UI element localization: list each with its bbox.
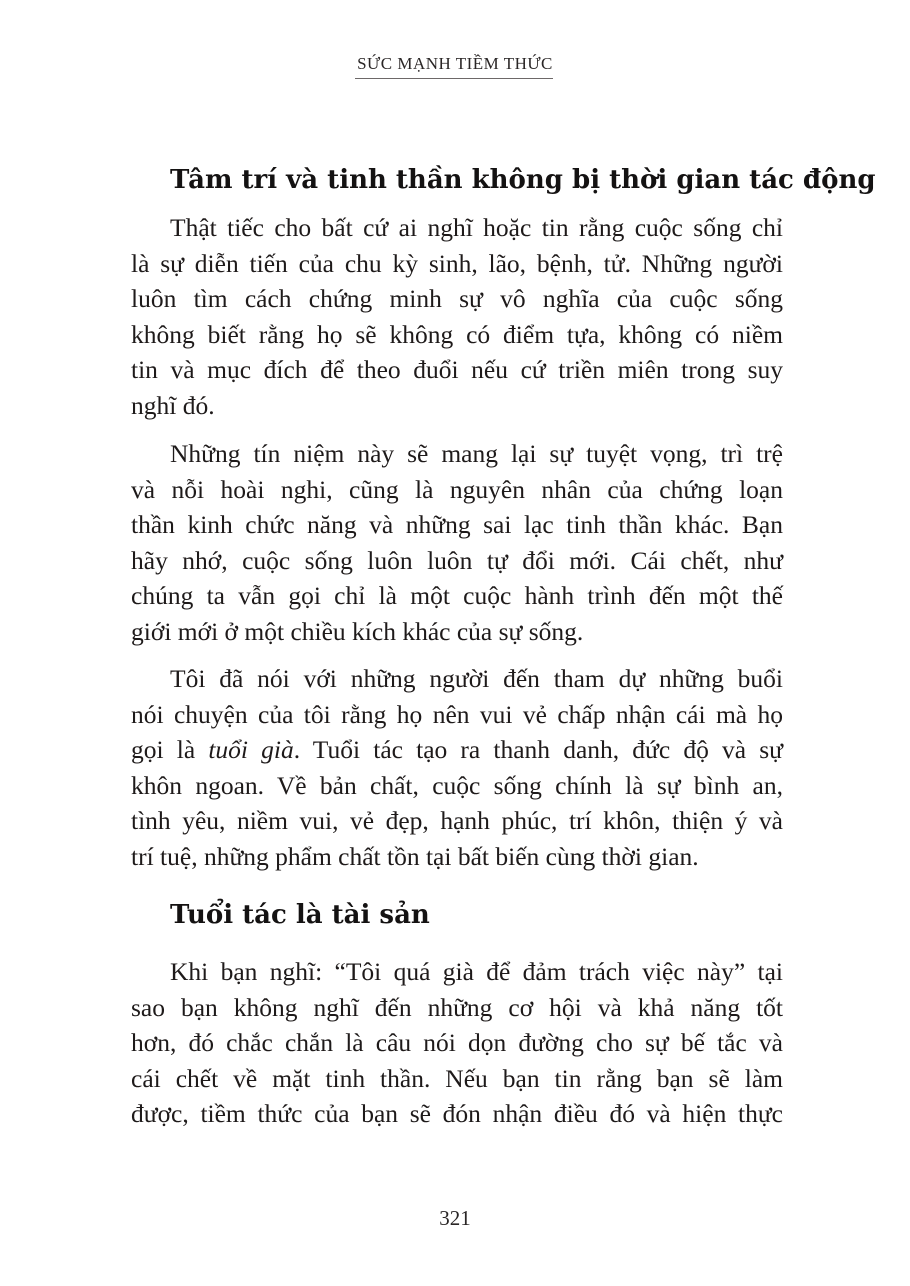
text-line: tình yêu, niềm vui, vẻ đẹp, hạnh phúc, trí khôn, thiện ý và [131, 806, 783, 836]
text-line: hãy nhớ, cuộc sống luôn luôn tự đổi mới. Cái chết, như [131, 545, 783, 575]
text-line: nói chuyện của tôi rằng họ nên vui vẻ chấp nhận cái mà họ [131, 699, 783, 729]
text-line: Tôi đã nói với những người đến tham dự những buổi [170, 664, 783, 693]
text-segment: gọi là [131, 735, 209, 765]
text-line: tin và mục đích để theo đuổi nếu cứ triền miên trong suy [131, 355, 783, 385]
text-line: không biết rằng họ sẽ không có điểm tựa, không có niềm [131, 319, 783, 349]
text-line: giới mới ở một chiều kích khác của sự sống. [131, 616, 584, 646]
text-line [131, 732, 783, 768]
paragraph [131, 661, 783, 875]
text-line: hơn, đó chắc chắn là câu nói dọn đường cho sự bế tắc và [131, 1028, 783, 1058]
paragraph [131, 954, 783, 1132]
text-line: Thật tiếc cho bất cứ ai nghĩ hoặc tin rằng cuộc sống chỉ [170, 213, 783, 242]
section-heading: Tâm trí và tinh thần không bị thời gian tác động [170, 165, 876, 195]
text-line: Khi bạn nghĩ: “Tôi quá già để đảm trách việc này” tại [170, 957, 783, 986]
text-line: Những tín niệm này sẽ mang lại sự tuyệt vọng, trì trệ [170, 439, 783, 468]
text-line: trí tuệ, những phẩm chất tồn tại bất biến cùng thời gian. [131, 841, 699, 871]
text-line: và nỗi hoài nghi, cũng là nguyên nhân của chứng loạn [131, 474, 783, 504]
paragraph [131, 210, 783, 424]
text-line: cái chết về mặt tinh thần. Nếu bạn tin rằng bạn sẽ làm [131, 1063, 783, 1093]
text-line: thần kinh chức năng và những sai lạc tinh thần khác. Bạn [131, 510, 783, 540]
paragraph [131, 436, 783, 650]
text-line: nghĩ đó. [131, 390, 215, 420]
section-heading: Tuổi tác là tài sản [170, 900, 430, 930]
page-number: 321 [439, 1206, 471, 1230]
text-line: được, tiềm thức của bạn sẽ đón nhận điều đó và hiện thực [131, 1099, 783, 1129]
text-line: là sự diễn tiến của chu kỳ sinh, lão, bệnh, tử. Những người [131, 248, 783, 278]
text-line: sao bạn không nghĩ đến những cơ hội và khả năng tốt [131, 992, 783, 1022]
text-line: luôn tìm cách chứng minh sự vô nghĩa của cuộc sống [131, 284, 783, 314]
running-head: SỨC MẠNH TIỀM THỨC [357, 54, 553, 73]
running-head-rule [355, 78, 553, 79]
text-segment: . Tuổi tác tạo ra thanh danh, đức độ và sự [293, 735, 783, 765]
emphasized-term: tuổi già [208, 735, 294, 765]
text-line: khôn ngoan. Về bản chất, cuộc sống chính là sự bình an, [131, 770, 783, 800]
text-line: chúng ta vẫn gọi chỉ là một cuộc hành trình đến một thế [131, 581, 783, 611]
